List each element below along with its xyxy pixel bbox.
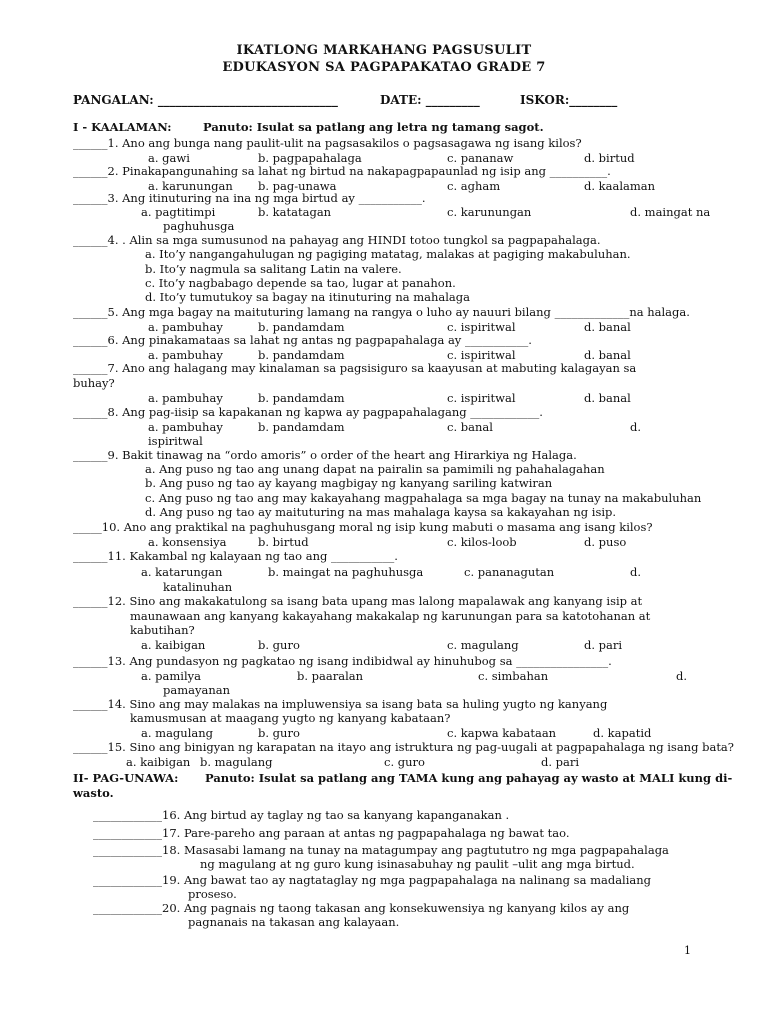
q11-choice-d: d. — [630, 565, 642, 579]
q1-choice-c: c. pananaw — [447, 151, 514, 165]
subject-title: EDUKASYON SA PAGPAPAKATAO GRADE 7 — [222, 60, 546, 75]
item-19-cont: proseso. — [188, 887, 237, 901]
q2-choice-b: b. pag-unawa — [258, 179, 337, 193]
q11-choice-d-cont: katalinuhan — [163, 580, 233, 594]
q5-choice-d: d. banal — [584, 320, 631, 334]
q9-option-a: a. Ang puso ng tao ang unang dapat na pairalin sa pamimili ng pahahalagahan — [145, 462, 605, 476]
q8-choice-c: c. banal — [447, 420, 493, 434]
q9-option-c: c. Ang puso ng tao ang may kakayahang magpahalaga sa mga bagay na tunay na makabuluhan — [145, 491, 702, 505]
q13-choice-c: c. simbahan — [478, 669, 549, 683]
q4-option-b: b. Ito’y nagmula sa salitang Latin na valere. — [145, 262, 402, 276]
section2-title: II- PAG-UNAWA: — [73, 771, 179, 785]
item-19: ____________19. Ang bawat tao ay nagtataglay ng mga pagpapahalaga na nalinang sa madaliang — [93, 873, 652, 887]
question-3: ______3. Ang itinuturing na ina ng mga birtud ay ___________. — [73, 191, 426, 205]
q3-choice-d-cont: paghuhusga — [163, 219, 235, 233]
question-11: ______11. Kakambal ng kalayaan ng tao ang ___________. — [73, 549, 398, 563]
item-17: ____________17. Pare-pareho ang paraan at antas ng pagpapahalaga ng bawat tao. — [93, 826, 570, 840]
item-16: ____________16. Ang birtud ay taglay ng tao sa kanyang kapanganakan . — [93, 808, 510, 822]
item-18: ____________18. Masasabi lamang na tunay na matagumpay ang pagtututro ng mga pagpapahalaga — [93, 843, 669, 857]
page-number: 1 — [684, 944, 691, 957]
q3-choice-c: c. karunungan — [447, 205, 532, 219]
q13-choice-b: b. paaralan — [297, 669, 364, 683]
q6-choice-c: c. ispiritwal — [447, 348, 516, 362]
q10-choice-b: b. birtud — [258, 535, 309, 549]
q9-option-d: d. Ang puso ng tao ay maituturing na mas mahalaga kaysa sa kakayahan ng isip. — [145, 505, 617, 519]
q10-choice-a: a. konsensiya — [148, 535, 227, 549]
q11-choice-b: b. maingat na paghuhusga — [268, 565, 424, 579]
question-13: ______13. Ang pundasyon ng pagkatao ng isang indibidwal ay hinuhubog sa ________________. — [73, 654, 612, 668]
q7-choice-b: b. pandamdam — [258, 391, 345, 405]
q14-choice-d: d. kapatid — [593, 726, 652, 740]
question-8: ______8. Ang pag-iisip sa kapakanan ng kapwa ay pagpapahalagang ____________. — [73, 405, 543, 419]
name-field[interactable]: PANGALAN: ______________________________ — [73, 93, 338, 107]
q12-choice-d: d. pari — [584, 638, 623, 652]
q9-option-b: b. Ang puso ng tao ay kayang magbigay ng kanyang sariling katwiran — [145, 476, 553, 490]
q4-option-c: c. Ito’y nagbabago depende sa tao, lugar at panahon. — [145, 276, 456, 290]
question-12: ______12. Sino ang makakatulong sa isang bata upang mas lalong mapalawak ang kanyang isip at — [73, 594, 643, 608]
q3-choice-d: d. maingat na — [630, 205, 711, 219]
q5-choice-a: a. pambuhay — [148, 320, 223, 334]
q14-choice-a: a. magulang — [141, 726, 213, 740]
question-14-cont: kamusmusan at maagang yugto ng kanyang kabataan? — [130, 711, 451, 725]
q6-choice-a: a. pambuhay — [148, 348, 223, 362]
q7-choice-a: a. pambuhay — [148, 391, 223, 405]
date-field[interactable]: DATE: _________ — [380, 93, 480, 107]
question-9: ______9. Bakit tinawag na “ordo amoris” o order of the heart ang Hirarkiya ng Halaga. — [73, 448, 577, 462]
question-4: ______4. . Alin sa mga sumusunod na pahayag ang HINDI totoo tungkol sa pagpapahalaga. — [73, 233, 601, 247]
section2-instructions: Panuto: Isulat sa patlang ang TAMA kung ang pahayag ay wasto at MALI kung di- — [205, 771, 733, 785]
q8-choice-a: a. pambuhay — [148, 420, 223, 434]
q15-choice-b: b. magulang — [200, 755, 273, 769]
question-14: ______14. Sino ang may malakas na impluwensiya sa isang bata sa huling yugto ng kanyang — [73, 697, 608, 711]
q4-option-d: d. Ito’y tumutukoy sa bagay na itinuturing na mahalaga — [145, 290, 471, 304]
q4-option-a: a. Ito’y nangangahulugan ng pagiging matatag, malakas at pagiging makabuluhan. — [145, 247, 631, 261]
question-5: ______5. Ang mga bagay na maituturing lamang na rangya o luho ay nauuri bilang _____________na halaga. — [73, 305, 690, 319]
q14-choice-c: c. kapwa kabataan — [447, 726, 557, 740]
question-12-cont2: kabutihan? — [130, 623, 195, 637]
q7-choice-d: d. banal — [584, 391, 631, 405]
q15-choice-c: c. guro — [384, 755, 425, 769]
question-10: _____10. Ano ang praktikal na paghuhusgang moral ng isip kung mabuti o masama ang isang kilos? — [73, 520, 653, 534]
q1-choice-b: b. pagpapahalaga — [258, 151, 362, 165]
q12-choice-c: c. magulang — [447, 638, 519, 652]
q15-choice-d: d. pari — [541, 755, 580, 769]
q5-choice-c: c. ispiritwal — [447, 320, 516, 334]
question-15: ______15. Sino ang binigyan ng karapatan na itayo ang istruktura ng pag-uugali at pagpapahalaga ng isang bata? — [73, 740, 734, 754]
question-7: ______7. Ano ang halagang may kinalaman sa pagsisiguro sa kaayusan at mabuting kalagayan sa — [73, 361, 637, 375]
q8-choice-b: b. pandamdam — [258, 420, 345, 434]
section1-instructions: Panuto: Isulat sa patlang ang letra ng tamang sagot. — [203, 120, 544, 134]
q2-choice-a: a. karunungan — [148, 179, 233, 193]
q7-choice-c: c. ispiritwal — [447, 391, 516, 405]
q11-choice-c: c. pananagutan — [464, 565, 555, 579]
question-12-cont: maunawaan ang kanyang kakayahang makakalap ng karunungan para sa katotohanan at — [130, 609, 651, 623]
q8-choice-d-cont: ispiritwal — [148, 434, 203, 448]
q3-choice-b: b. katatagan — [258, 205, 332, 219]
q10-choice-d: d. puso — [584, 535, 627, 549]
q2-choice-d: d. kaalaman — [584, 179, 656, 193]
q10-choice-c: c. kilos-loob — [447, 535, 517, 549]
q13-choice-d: d. — [676, 669, 688, 683]
q1-choice-a: a. gawi — [148, 151, 190, 165]
q3-choice-a: a. pagtitimpi — [141, 205, 216, 219]
q14-choice-b: b. guro — [258, 726, 300, 740]
question-6: ______6. Ang pinakamataas sa lahat ng antas ng pagpapahalaga ay ___________. — [73, 333, 532, 347]
question-7-cont: buhay? — [73, 376, 115, 390]
item-20-cont: pagnanais na takasan ang kalayaan. — [188, 915, 400, 929]
q13-choice-a: a. pamilya — [141, 669, 201, 683]
item-18-cont: ng magulang at ng guro kung isinasabuhay ng paulit –ulit ang mga birtud. — [200, 857, 635, 871]
section1-title: I - KAALAMAN: — [73, 120, 172, 134]
exam-title: IKATLONG MARKAHANG PAGSUSULIT — [236, 43, 532, 58]
question-2: ______2. Pinakapangunahing sa lahat ng birtud na nakapagpapaunlad ng isip ang __________. — [73, 164, 611, 178]
question-1: ______1. Ano ang bunga nang paulit-ulit na pagsasakilos o pagsasagawa ng isang kilos? — [73, 136, 582, 150]
q13-choice-d-cont: pamayanan — [163, 683, 231, 697]
q6-choice-d: d. banal — [584, 348, 631, 362]
q11-choice-a: a. katarungan — [141, 565, 223, 579]
section2-instructions-cont: wasto. — [73, 786, 114, 800]
item-20: ____________20. Ang pagnais ng taong takasan ang konsekuwensiya ng kanyang kilos ay ang — [93, 901, 630, 915]
q1-choice-d: d. birtud — [584, 151, 635, 165]
q8-choice-d: d. — [630, 420, 642, 434]
q6-choice-b: b. pandamdam — [258, 348, 345, 362]
q2-choice-c: c. agham — [447, 179, 501, 193]
q5-choice-b: b. pandamdam — [258, 320, 345, 334]
q15-choice-a: a. kaibigan — [126, 755, 191, 769]
score-field[interactable]: ISKOR:________ — [520, 93, 618, 107]
q12-choice-b: b. guro — [258, 638, 300, 652]
q12-choice-a: a. kaibigan — [141, 638, 206, 652]
